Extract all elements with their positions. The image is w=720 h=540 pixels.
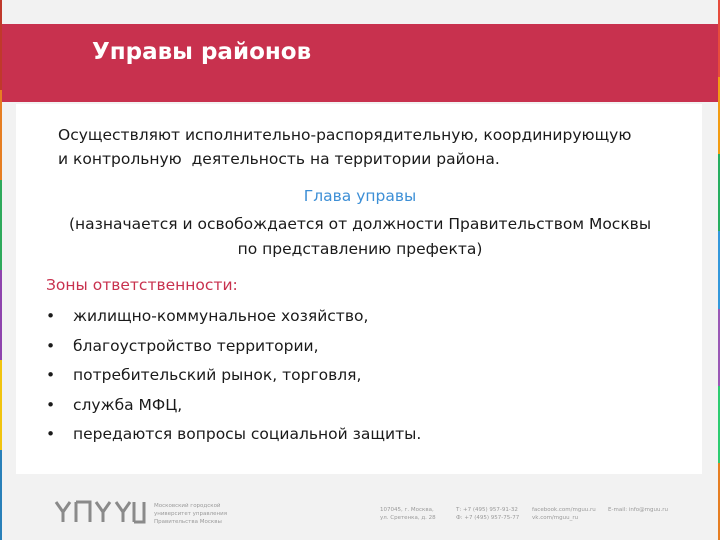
list-item <box>46 361 421 391</box>
org-line-3: Правительства Москвы <box>154 519 222 525</box>
list-item <box>46 391 421 421</box>
intro-text <box>58 123 698 171</box>
list-item-text: потребительский рынок, торговля, <box>73 366 362 384</box>
email-link[interactable]: E-mail: info@mguu.ru <box>608 507 668 513</box>
head-subtitle: Глава управы <box>303 187 417 205</box>
address <box>380 506 436 522</box>
bullet: • <box>46 307 56 325</box>
address-line-1: 107045, г. Москва, <box>380 507 434 513</box>
social-links <box>532 506 596 522</box>
bullet: • <box>46 395 56 414</box>
org-line-2: университет управления <box>154 511 228 517</box>
bullet: • <box>46 336 56 355</box>
vk-link[interactable]: vk.com/mguu_ru <box>532 515 579 521</box>
slide <box>2 0 718 540</box>
slide-title: Управы районов <box>92 39 312 65</box>
bullet: • <box>46 366 56 384</box>
phone-info <box>456 506 519 522</box>
head-note-line-2: по представлению префекта) <box>237 240 483 258</box>
facebook-link[interactable]: facebook.com/mguu.ru <box>532 507 596 513</box>
list-item-text: служба МФЦ, <box>73 395 183 414</box>
list-item-text: благоустройство территории, <box>73 336 319 355</box>
list-item-text: жилищно-коммунальное хозяйство, <box>73 307 369 325</box>
list-item <box>46 332 421 362</box>
intro-line-2: и контрольную деятельность на территории района. <box>58 150 500 168</box>
university-logo <box>54 500 146 524</box>
phone-line-1: Т: +7 (495) 957-91-32 <box>456 507 518 513</box>
list-item-text: передаются вопросы социальной защиты. <box>73 425 422 443</box>
list-item <box>46 302 421 332</box>
address-line-2: ул. Сретенка, д. 28 <box>380 515 436 521</box>
head-note <box>2 212 718 262</box>
footer <box>2 490 718 540</box>
org-name <box>154 502 227 526</box>
zones-list <box>46 302 421 450</box>
list-item <box>46 420 421 450</box>
zones-title: Зоны ответственности: <box>46 276 238 294</box>
phone-line-2: Ф: +7 (495) 957-75-77 <box>456 515 520 521</box>
intro-line-1: Осуществляют исполнительно-распорядительную, координирующую <box>58 126 632 144</box>
bullet: • <box>46 425 56 443</box>
head-note-line-1: (назначается и освобождается от должности Правительством Москвы <box>68 215 652 233</box>
org-line-1: Московский городской <box>154 503 221 509</box>
